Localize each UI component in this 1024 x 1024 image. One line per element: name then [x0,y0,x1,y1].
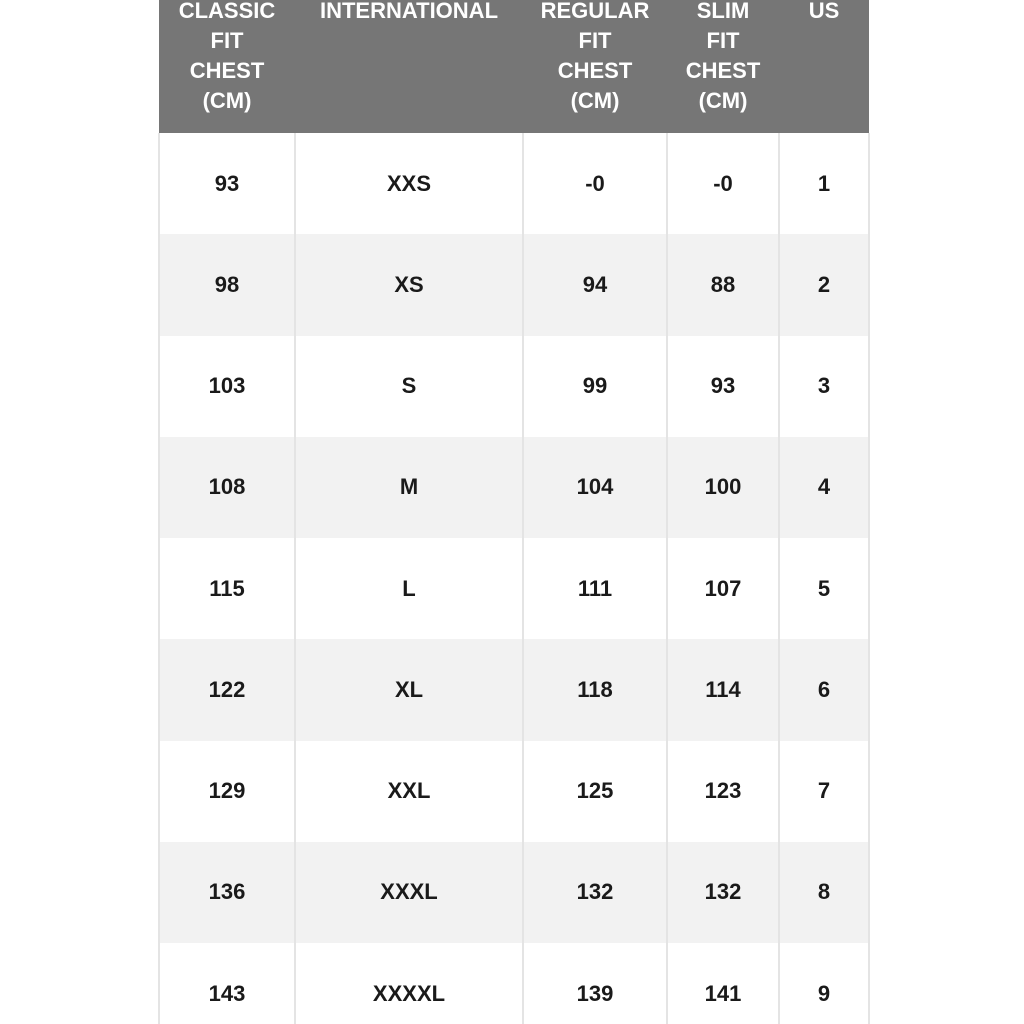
cell-classic: 115 [159,538,295,639]
table-row [159,741,869,842]
cell-slim: 114 [667,639,779,740]
cell-regular: 132 [523,842,667,943]
table-row [159,639,869,740]
table-row [159,133,869,234]
cell-regular: 118 [523,639,667,740]
table-row [159,336,869,437]
size-chart-table [158,0,870,1024]
header-us: US [779,0,869,133]
cell-us: 5 [779,538,869,639]
cell-us: 4 [779,437,869,538]
cell-us: 8 [779,842,869,943]
cell-classic: 98 [159,234,295,335]
header-classic-fit-chest: CLASSIC FIT CHEST (CM) [159,0,295,133]
cell-slim: 132 [667,842,779,943]
cell-classic: 108 [159,437,295,538]
cell-classic: 143 [159,943,295,1024]
cell-classic: 122 [159,639,295,740]
cell-regular: 94 [523,234,667,335]
cell-regular: 125 [523,741,667,842]
cell-slim: 107 [667,538,779,639]
cell-regular: 139 [523,943,667,1024]
cell-classic: 129 [159,741,295,842]
cell-slim: 100 [667,437,779,538]
cell-us: 9 [779,943,869,1024]
cell-classic: 93 [159,133,295,234]
cell-us: 6 [779,639,869,740]
cell-us: 7 [779,741,869,842]
cell-slim: 141 [667,943,779,1024]
cell-international: XXXL [295,842,523,943]
table-row [159,538,869,639]
cell-us: 1 [779,133,869,234]
cell-regular: 111 [523,538,667,639]
table-row [159,437,869,538]
cell-international: L [295,538,523,639]
cell-classic: 136 [159,842,295,943]
cell-slim: -0 [667,133,779,234]
table-row [159,943,869,1024]
cell-international: S [295,336,523,437]
cell-international: XL [295,639,523,740]
cell-us: 2 [779,234,869,335]
header-regular-fit-chest: REGULAR FIT CHEST (CM) [523,0,667,133]
header-row [159,0,869,133]
cell-classic: 103 [159,336,295,437]
cell-international: XS [295,234,523,335]
cell-regular: 99 [523,336,667,437]
cell-slim: 93 [667,336,779,437]
cell-international: M [295,437,523,538]
header-slim-fit-chest: SLIM FIT CHEST (CM) [667,0,779,133]
cell-slim: 88 [667,234,779,335]
table-row [159,842,869,943]
cell-regular: -0 [523,133,667,234]
cell-international: XXXXL [295,943,523,1024]
header-international: INTERNATIONAL [295,0,523,133]
cell-international: XXL [295,741,523,842]
cell-us: 3 [779,336,869,437]
cell-regular: 104 [523,437,667,538]
cell-slim: 123 [667,741,779,842]
cell-international: XXS [295,133,523,234]
table-body [159,133,869,1024]
table-header [159,0,869,133]
table-row [159,234,869,335]
